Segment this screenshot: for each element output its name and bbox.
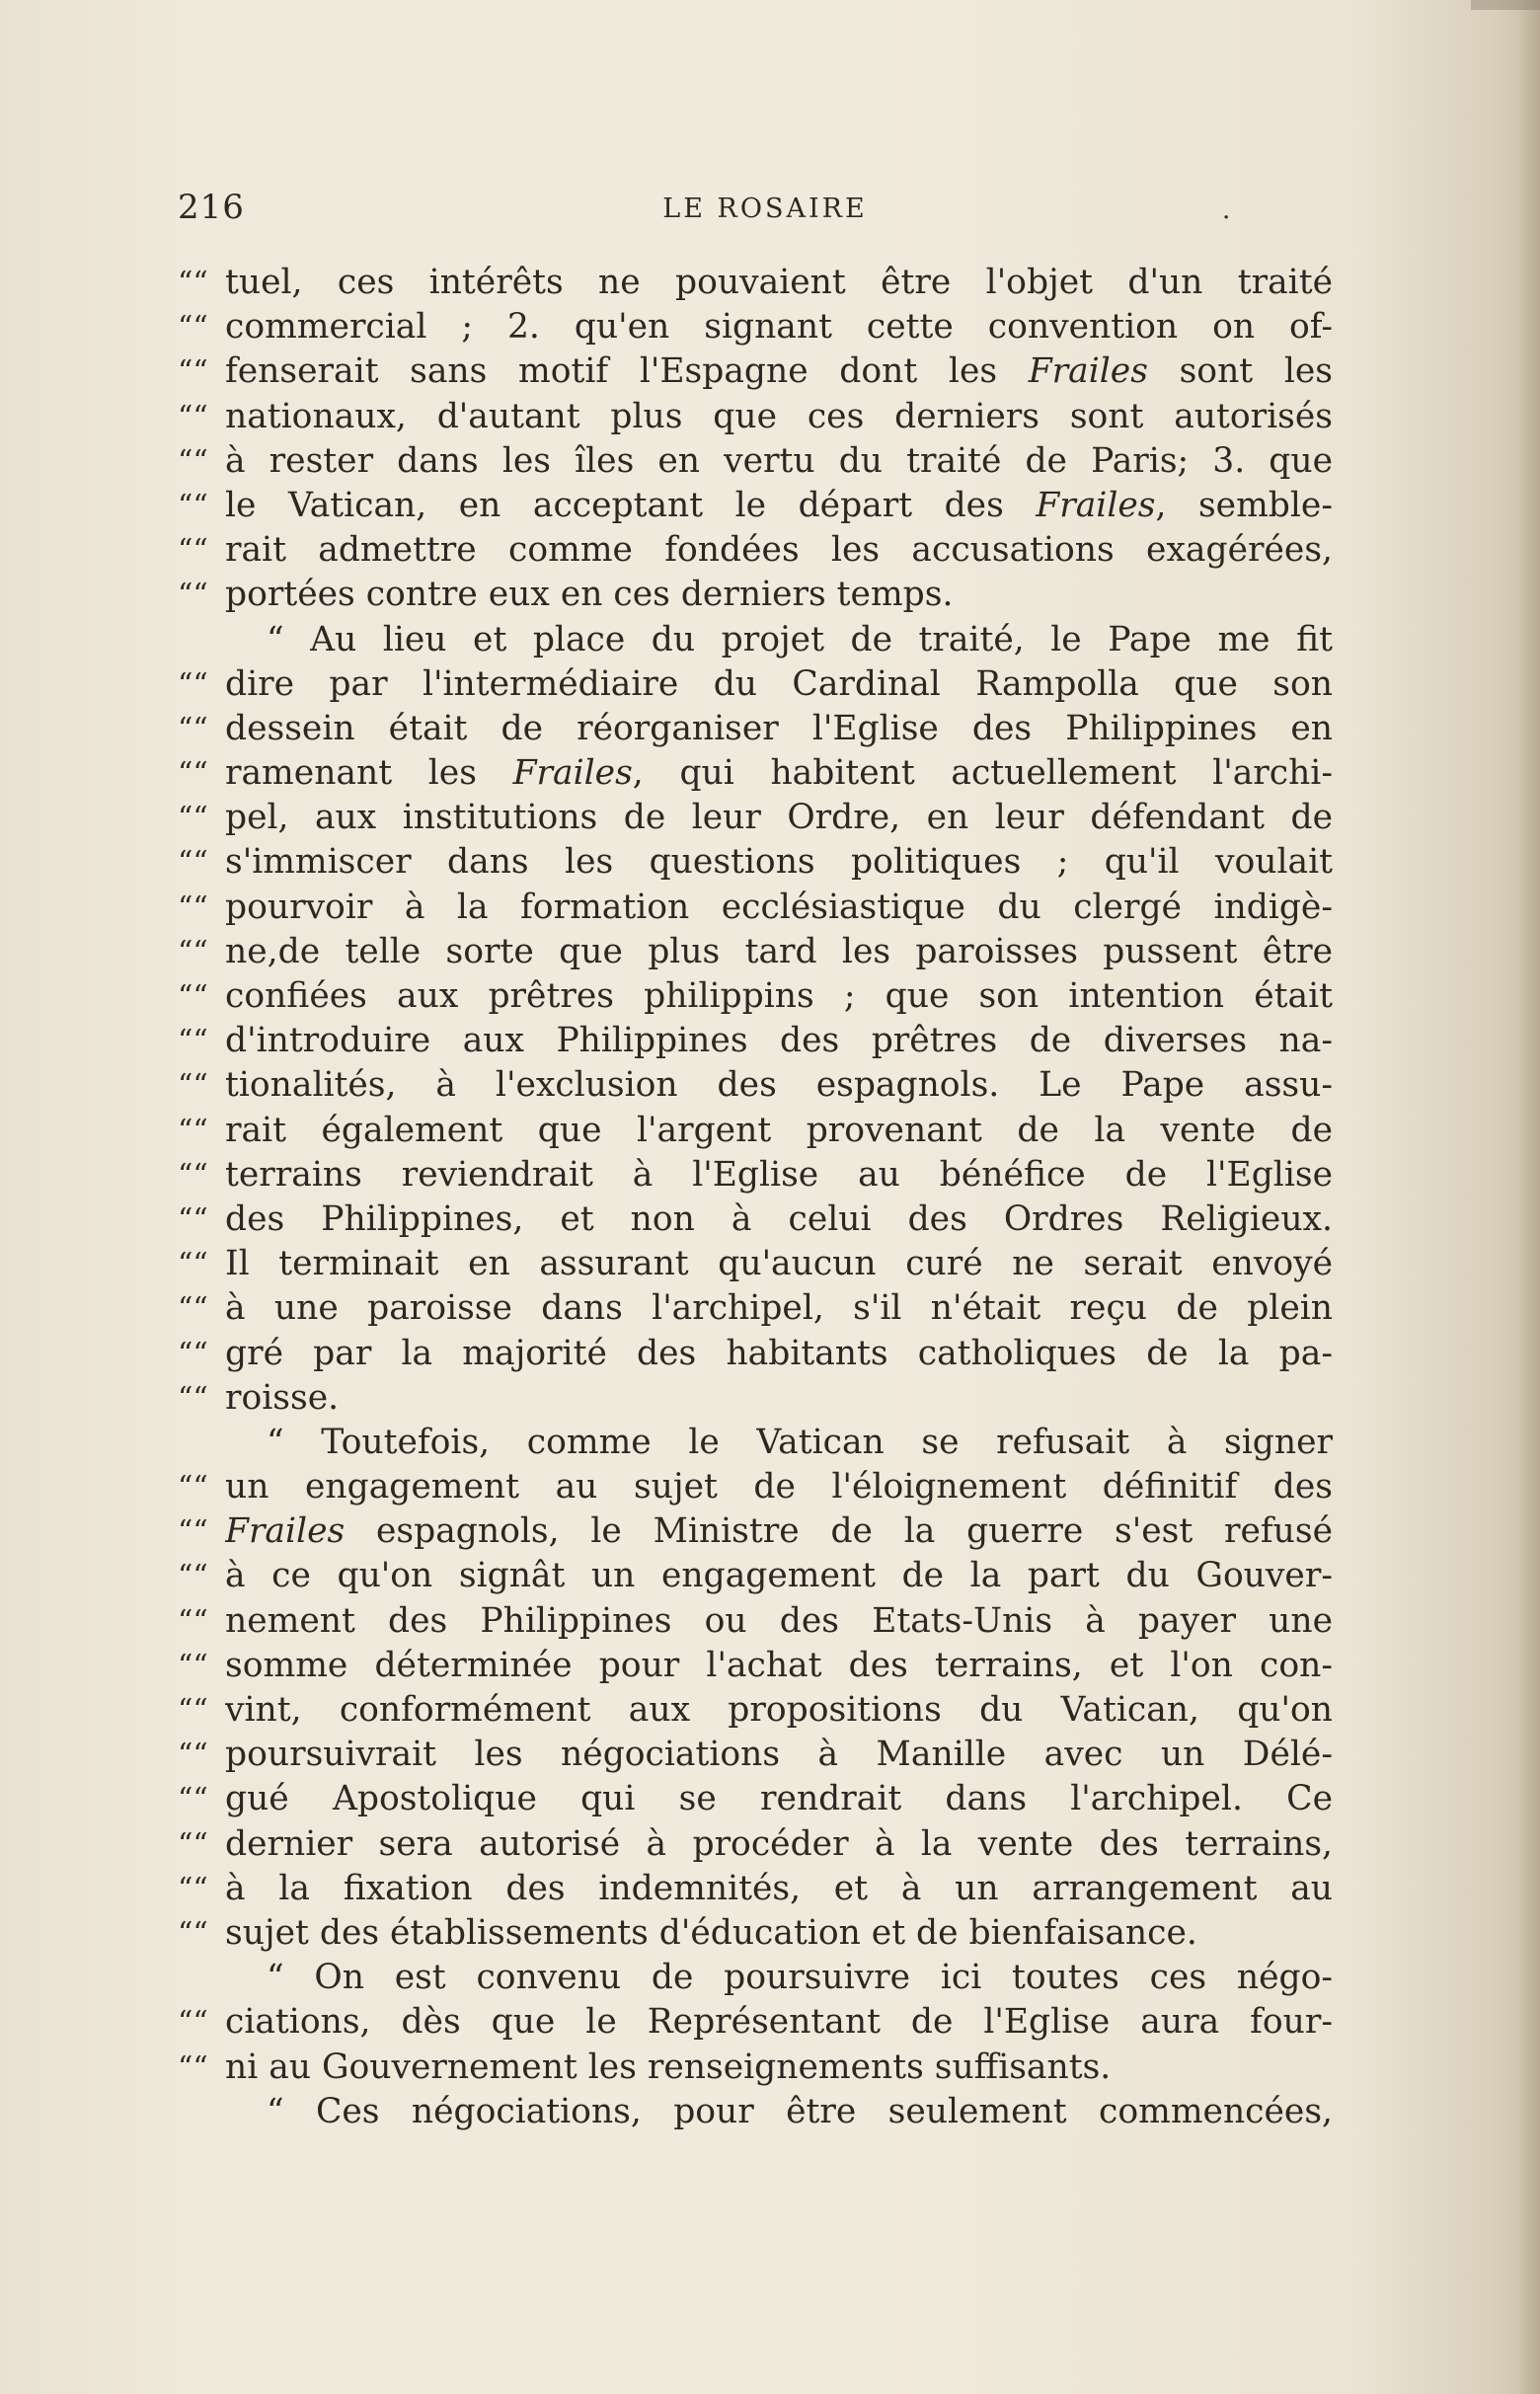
text-run: rait admettre comme fondées les accusations exagérées, bbox=[225, 530, 1333, 571]
text-line bbox=[178, 1153, 1333, 1197]
text-line bbox=[178, 439, 1333, 484]
quote-mark: ““ bbox=[178, 934, 208, 969]
text-line bbox=[178, 930, 1333, 974]
line-text bbox=[225, 1019, 1333, 1063]
text-line bbox=[178, 528, 1333, 573]
text-line bbox=[178, 1286, 1333, 1331]
quote-mark: ““ bbox=[178, 1247, 208, 1282]
quote-mark: ““ bbox=[178, 756, 208, 792]
quote-mark: ““ bbox=[178, 1514, 208, 1550]
text-run: Il terminait en assurant qu'aucun curé ne serait envoyé bbox=[225, 1244, 1333, 1284]
line-text bbox=[225, 1599, 1333, 1644]
text-run: pourvoir à la formation ecclésiastique du clergé indigè- bbox=[225, 887, 1333, 927]
text-run: tionalités, à l'exclusion des espagnols. Le Pape assu- bbox=[225, 1065, 1333, 1106]
line-text bbox=[225, 1911, 1333, 1956]
quote-mark: ““ bbox=[178, 1068, 208, 1104]
quote-mark: ““ bbox=[178, 1871, 208, 1906]
text-line bbox=[178, 1242, 1333, 1286]
line-text bbox=[225, 930, 1333, 974]
text-run: , semble- bbox=[1155, 485, 1333, 525]
text-line bbox=[178, 707, 1333, 751]
text-run: à ce qu'on signât un engagement de la part du Gouver- bbox=[225, 1556, 1333, 1596]
text-run: d'introduire aux Philippines des prêtres de diverses na- bbox=[225, 1021, 1333, 1061]
header-dot: . bbox=[1222, 195, 1231, 225]
line-text bbox=[225, 484, 1333, 528]
quote-mark: ““ bbox=[178, 1603, 208, 1639]
line-text bbox=[225, 573, 1333, 617]
quote-mark: ““ bbox=[178, 2005, 208, 2041]
text-line bbox=[178, 1956, 1333, 2000]
quote-mark: ““ bbox=[178, 354, 208, 390]
line-text bbox=[225, 395, 1333, 439]
text-line bbox=[178, 2000, 1333, 2045]
quote-mark: ““ bbox=[178, 1738, 208, 1773]
text-run: pel, aux institutions de leur Ordre, en leur défendant de bbox=[225, 798, 1333, 838]
line-text bbox=[225, 1153, 1333, 1197]
text-line bbox=[178, 2090, 1333, 2134]
text-run: rait également que l'argent provenant de la vente de bbox=[225, 1110, 1333, 1150]
text-run: ramenant les bbox=[225, 753, 513, 794]
text-run: “ On est convenu de poursuivre ici toutes ces négo- bbox=[267, 1958, 1333, 1998]
text-run: poursuivrait les négociations à Manille avec un Délé- bbox=[225, 1735, 1333, 1775]
quote-mark: ““ bbox=[178, 1648, 208, 1683]
text-run: ni au Gouvernement les renseignements suffisants. bbox=[225, 2046, 1112, 2087]
text-line bbox=[178, 1644, 1333, 1688]
text-run: à rester dans les îles en vertu du traité de Paris; 3. que bbox=[225, 440, 1333, 481]
text-line bbox=[178, 395, 1333, 439]
text-run: à la fixation des indemnités, et à un arrangement au bbox=[225, 1868, 1333, 1908]
text-run: espagnols, le Ministre de la guerre s'est refusé bbox=[345, 1511, 1333, 1552]
line-text bbox=[225, 1332, 1333, 1376]
line-text bbox=[225, 1509, 1333, 1554]
text-line bbox=[178, 886, 1333, 930]
text-run: gré par la majorité des habitants catholiques de la pa- bbox=[225, 1333, 1333, 1373]
text-line bbox=[178, 1777, 1333, 1821]
text-line bbox=[178, 305, 1333, 349]
text-run: dernier sera autorisé à procéder à la vente des terrains, bbox=[225, 1823, 1333, 1864]
text-run: terrains reviendrait à l'Eglise au bénéfice de l'Eglise bbox=[225, 1154, 1333, 1195]
text-line bbox=[178, 1197, 1333, 1242]
text-run: nationaux, d'autant plus que ces derniers sont autorisés bbox=[225, 396, 1333, 436]
text-line bbox=[178, 618, 1333, 662]
body-text bbox=[178, 261, 1333, 2134]
line-text bbox=[225, 662, 1333, 707]
quote-mark: ““ bbox=[178, 533, 208, 569]
text-run: vint, conformément aux propositions du Vatican, qu'on bbox=[225, 1690, 1333, 1730]
page-number: 216 bbox=[178, 188, 245, 227]
text-run: des Philippines, et non à celui des Ordres Religieux. bbox=[225, 1198, 1333, 1239]
text-line bbox=[178, 1911, 1333, 1956]
running-head: LE ROSAIRE bbox=[662, 193, 868, 224]
line-text bbox=[267, 2090, 1333, 2134]
text-line bbox=[178, 840, 1333, 885]
quote-mark: ““ bbox=[178, 488, 208, 523]
line-text bbox=[225, 1644, 1333, 1688]
line-text bbox=[225, 2000, 1333, 2045]
line-text bbox=[225, 796, 1333, 840]
quote-mark: ““ bbox=[178, 845, 208, 881]
paragraph-indent bbox=[178, 1421, 267, 1465]
text-line bbox=[178, 662, 1333, 707]
page-header bbox=[178, 188, 1352, 231]
text-line bbox=[178, 349, 1333, 394]
quote-mark: ““ bbox=[178, 266, 208, 300]
text-line bbox=[178, 484, 1333, 528]
line-text bbox=[225, 1465, 1333, 1509]
italic-word: Frailes bbox=[1028, 351, 1148, 392]
line-text bbox=[225, 1109, 1333, 1153]
text-run: ciations, dès que le Représentant de l'Eglise aura four- bbox=[225, 2002, 1333, 2043]
text-run: “ Toutefois, comme le Vatican se refusait à signer bbox=[267, 1422, 1333, 1462]
line-text bbox=[225, 439, 1333, 484]
text-line bbox=[178, 1109, 1333, 1153]
quote-mark: ““ bbox=[178, 1693, 208, 1728]
text-run: dessein était de réorganiser l'Eglise des Philippines en bbox=[225, 708, 1333, 748]
line-text bbox=[225, 1733, 1333, 1777]
quote-mark: ““ bbox=[178, 1336, 208, 1371]
quote-mark: ““ bbox=[178, 979, 208, 1014]
text-run: portées contre eux en ces derniers temps. bbox=[225, 575, 954, 615]
text-line bbox=[178, 1421, 1333, 1465]
quote-mark: ““ bbox=[178, 578, 208, 613]
quote-mark: ““ bbox=[178, 889, 208, 925]
text-run: somme déterminée pour l'achat des terrains, et l'on con- bbox=[225, 1645, 1333, 1685]
line-text bbox=[225, 1554, 1333, 1598]
quote-mark: ““ bbox=[178, 1826, 208, 1862]
text-line bbox=[178, 1867, 1333, 1911]
text-run: tuel, ces intérêts ne pouvaient être l'objet d'un traité bbox=[225, 263, 1333, 302]
text-line bbox=[178, 1509, 1333, 1554]
page-top-mark bbox=[1471, 0, 1540, 10]
quote-mark: ““ bbox=[178, 1291, 208, 1327]
text-run: un engagement au sujet de l'éloignement définitif des bbox=[225, 1467, 1333, 1507]
line-text bbox=[225, 528, 1333, 573]
text-run: confiées aux prêtres philippins ; que son intention était bbox=[225, 976, 1333, 1016]
paragraph-indent bbox=[178, 2090, 267, 2134]
quote-mark: ““ bbox=[178, 1559, 208, 1594]
text-line bbox=[178, 1822, 1333, 1867]
line-text bbox=[225, 1242, 1333, 1286]
line-text bbox=[225, 261, 1333, 305]
text-run: sujet des établissements d'éducation et de bienfaisance. bbox=[225, 1912, 1197, 1953]
text-run: nement des Philippines ou des Etats-Unis à payer une bbox=[225, 1600, 1333, 1641]
text-run: s'immiscer dans les questions politiques ; qu'il voulait bbox=[225, 842, 1333, 883]
italic-word: Frailes bbox=[225, 1511, 346, 1552]
text-run: roisse. bbox=[225, 1377, 340, 1418]
text-line bbox=[178, 1554, 1333, 1598]
text-line bbox=[178, 1688, 1333, 1733]
text-line bbox=[178, 261, 1333, 305]
text-line bbox=[178, 1332, 1333, 1376]
text-run: commercial ; 2. qu'en signant cette convention on of- bbox=[225, 307, 1333, 348]
line-text bbox=[225, 1688, 1333, 1733]
line-text bbox=[225, 840, 1333, 885]
quote-mark: ““ bbox=[178, 801, 208, 836]
text-run: le Vatican, en acceptant le départ des bbox=[225, 485, 1037, 525]
quote-mark: ““ bbox=[178, 1157, 208, 1193]
text-line bbox=[178, 974, 1333, 1019]
text-line bbox=[178, 1599, 1333, 1644]
text-run: fenserait sans motif l'Espagne dont les bbox=[225, 351, 1029, 392]
text-line bbox=[178, 1465, 1333, 1509]
paragraph-indent bbox=[178, 1956, 267, 2000]
quote-mark: ““ bbox=[178, 1915, 208, 1951]
line-text bbox=[225, 707, 1333, 751]
line-text bbox=[267, 1421, 1333, 1465]
text-run: dire par l'intermédiaire du Cardinal Rampolla que son bbox=[225, 663, 1333, 704]
text-run: gué Apostolique qui se rendrait dans l'archipel. Ce bbox=[225, 1779, 1333, 1819]
italic-word: Frailes bbox=[1036, 485, 1156, 525]
quote-mark: ““ bbox=[178, 1024, 208, 1059]
quote-mark: ““ bbox=[178, 711, 208, 746]
text-run: à une paroisse dans l'archipel, s'il n'était reçu de plein bbox=[225, 1288, 1333, 1329]
italic-word: Frailes bbox=[512, 753, 633, 794]
line-text bbox=[225, 2046, 1333, 2090]
line-text bbox=[225, 751, 1333, 796]
text-line bbox=[178, 1376, 1333, 1421]
text-run: , qui habitent actuellement l'archi- bbox=[632, 753, 1333, 794]
text-line bbox=[178, 796, 1333, 840]
line-text bbox=[225, 1286, 1333, 1331]
line-text bbox=[267, 1956, 1333, 2000]
quote-mark: ““ bbox=[178, 1782, 208, 1817]
quote-mark: ““ bbox=[178, 1201, 208, 1237]
quote-mark: ““ bbox=[178, 1380, 208, 1416]
quote-mark: ““ bbox=[178, 1113, 208, 1148]
text-line bbox=[178, 1019, 1333, 1063]
quote-mark: ““ bbox=[178, 443, 208, 479]
text-run: ne,de telle sorte que plus tard les paroisses pussent être bbox=[225, 931, 1333, 971]
text-line bbox=[178, 1063, 1333, 1108]
line-text bbox=[225, 1777, 1333, 1821]
line-text bbox=[225, 305, 1333, 349]
line-text bbox=[225, 1867, 1333, 1911]
quote-mark: ““ bbox=[178, 399, 208, 434]
text-line bbox=[178, 1733, 1333, 1777]
paragraph-indent bbox=[178, 618, 267, 662]
line-text bbox=[225, 974, 1333, 1019]
page-edge-shadow bbox=[1518, 0, 1540, 2394]
line-text bbox=[225, 1063, 1333, 1108]
line-text bbox=[225, 1197, 1333, 1242]
line-text bbox=[225, 349, 1333, 394]
line-text bbox=[225, 1376, 1333, 1421]
text-line bbox=[178, 573, 1333, 617]
quote-mark: ““ bbox=[178, 2049, 208, 2085]
text-run: “ Ces négociations, pour être seulement commencées, bbox=[267, 2091, 1333, 2131]
line-text bbox=[225, 1822, 1333, 1867]
quote-mark: ““ bbox=[178, 310, 208, 346]
text-run: “ Au lieu et place du projet de traité, le Pape me fit bbox=[267, 619, 1333, 659]
text-line bbox=[178, 2046, 1333, 2090]
line-text bbox=[267, 618, 1333, 662]
text-run: sont les bbox=[1147, 351, 1333, 392]
text-line bbox=[178, 751, 1333, 796]
quote-mark: ““ bbox=[178, 666, 208, 702]
line-text bbox=[225, 886, 1333, 930]
quote-mark: ““ bbox=[178, 1470, 208, 1506]
